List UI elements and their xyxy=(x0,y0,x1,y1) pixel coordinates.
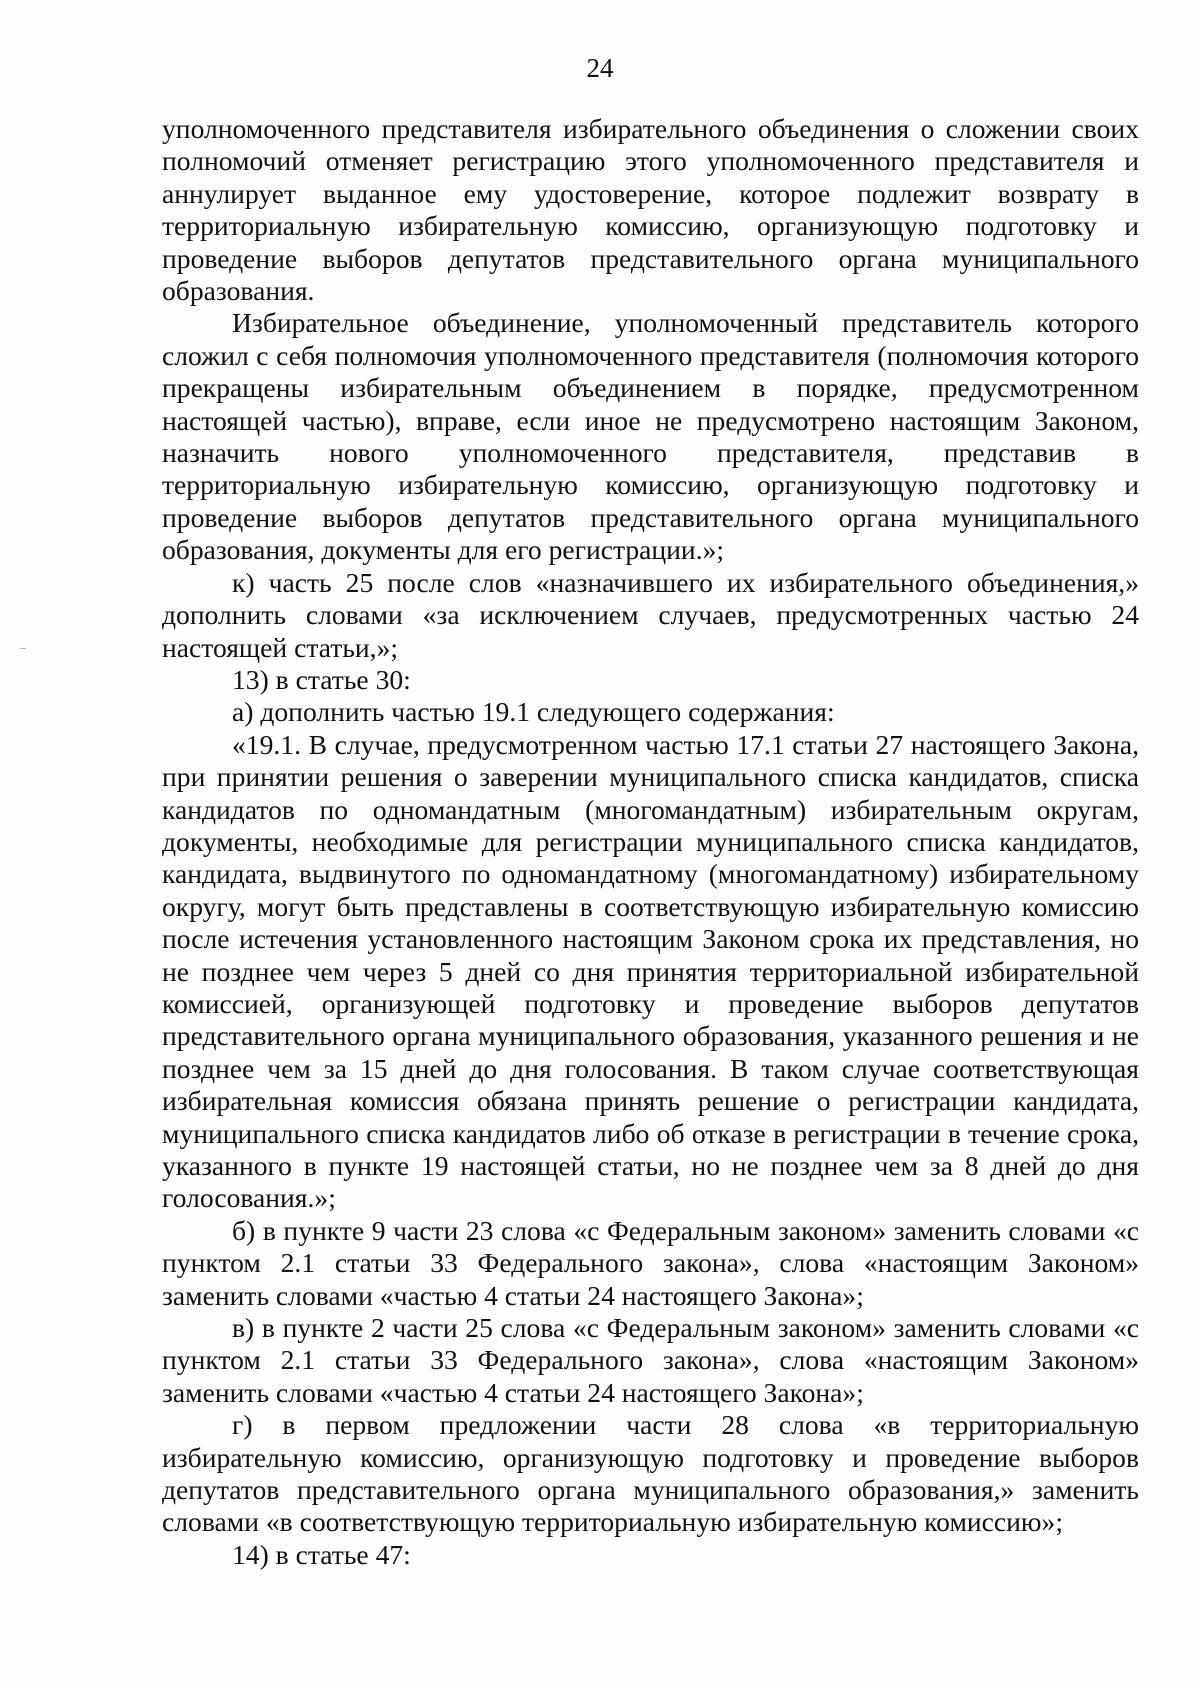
paragraph-6: «19.1. В случае, предусмотренном частью 17.1 статьи 27 настоящего Закона, при принятии решения о заверении муниципального списка кандидатов, списка кандидатов по одномандатным (многомандатным) избирательным округам, документы, необходимые для регистрации муниципального списка кандидатов, кандидата, выдвинутого по одномандатному (многомандатному) избирательному округу, могут быть представлены в соответствующую избирательную комиссию после истечения установленного настоящим Законом срока их представления, но не позднее чем через 5 дней со дня принятия территориальной избирательной комиссией, организующей подготовку и проведение выборов депутатов представительного органа муниципального образования, указанного решения и не позднее чем за 15 дней до дня голосования. В таком случае соответствующая избирательная комиссия обязана принять решение о регистрации кандидата, муниципального списка кандидатов либо об отказе в регистрации в течение срока, указанного в пункте 19 настоящей статьи, но не позднее чем за 8 дней до дня голосования.»; xyxy=(162,728,1139,1214)
paragraph-8: в) в пункте 2 части 25 слова «с Федеральным законом» заменить словами «с пунктом 2.1 статьи 33 Федерального закона», слова «настоящим Законом» заменить словами «частью 4 статьи 24 настоящего Закона»; xyxy=(162,1312,1139,1408)
page-number: 24 xyxy=(586,53,614,83)
paragraph-9: г) в первом предложении части 28 слова «в территориальную избирательную комиссию, организующую подготовку и проведение выборов депутатов представительного органа муниципального образования,» заменить словами «в соответствующую территориальную избирательную комиссию»; xyxy=(162,1409,1139,1538)
paragraph-7: б) в пункте 9 части 23 слова «с Федеральным законом» заменить словами «с пунктом 2.1 статьи 33 Федерального закона», слова «настоящим Законом» заменить словами «частью 4 статьи 24 настоящего Закона»; xyxy=(162,1214,1139,1311)
paragraph-2: Избирательное объединение, уполномоченный представитель которого сложил с себя полномочия уполномоченного представителя (полномочия которого прекращены избирательным объединением в порядке, предусмотренном настоящей частью), вправе, если иное не предусмотрено настоящим Законом, назначить нового уполномоченного представителя, представив в территориальную избирательную комиссию, организующую подготовку и проведение выборов депутатов представительного органа муниципального образования, документы для его регистрации.»; xyxy=(162,307,1139,566)
paragraph-4: 13) в статье 30: xyxy=(232,663,411,695)
paragraph-5: а) дополнить частью 19.1 следующего содержания: xyxy=(232,696,835,728)
paragraph-10: 14) в статье 47: xyxy=(232,1538,411,1570)
document-body xyxy=(162,113,1139,1571)
paragraph-1: уполномоченного представителя избирательного объединения о сложении своих полномочий отменяет регистрацию этого уполномоченного представителя и аннулирует выданное ему удостоверение, которое подлежит возврату в территориальную избирательную комиссию, организующую подготовку и проведение выборов депутатов представительного органа муниципального образования. xyxy=(162,113,1139,307)
scan-margin-mark xyxy=(20,648,26,649)
paragraph-3: к) часть 25 после слов «назначившего их избирательного объединения,» дополнить словами «за исключением случаев, предусмотренных частью 24 настоящей статьи,»; xyxy=(162,566,1139,663)
